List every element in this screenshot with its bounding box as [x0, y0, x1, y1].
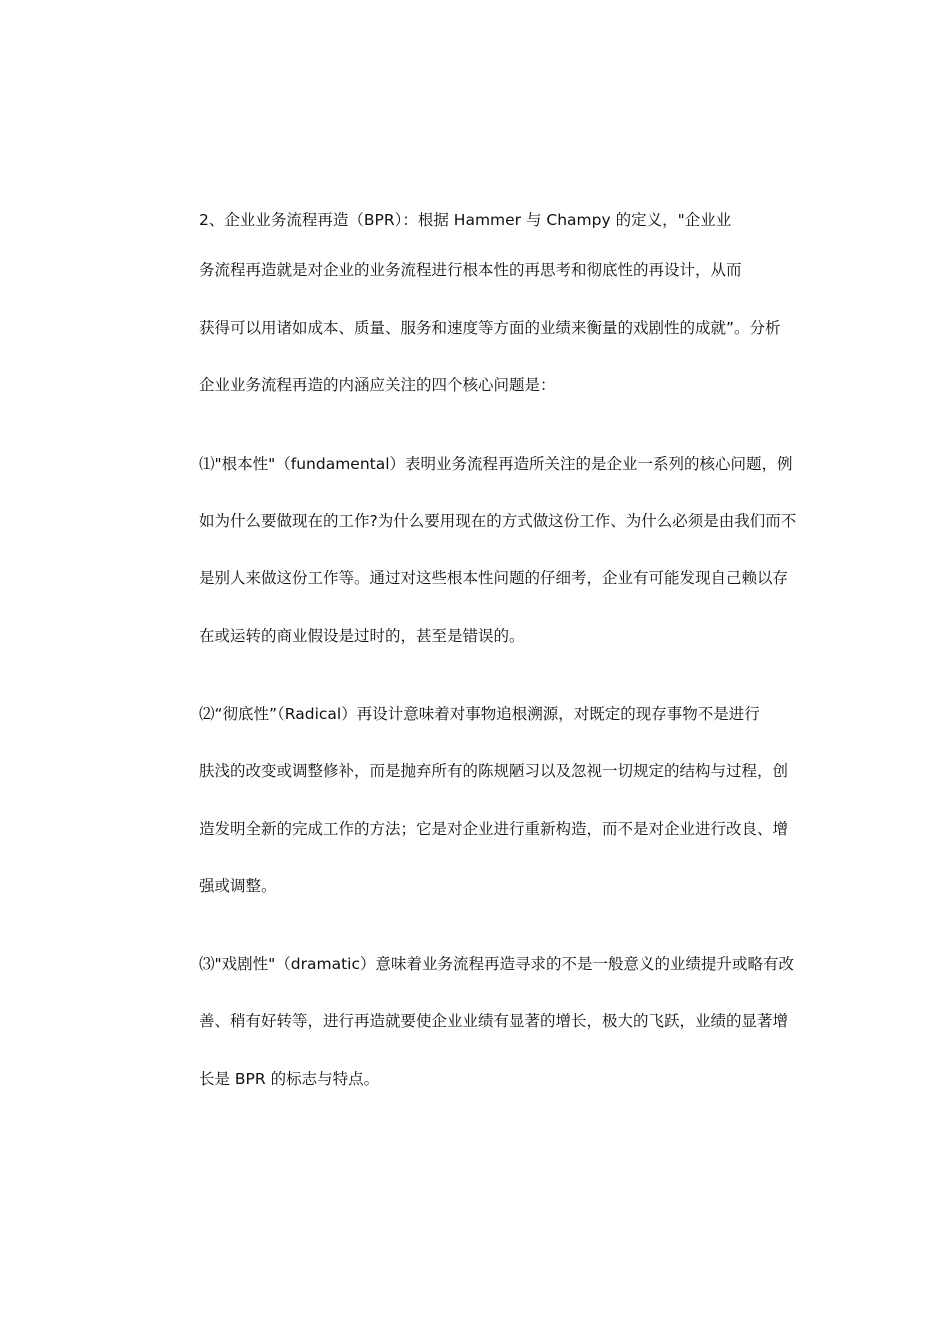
item-3-line: 长是 BPR 的标志与特点。: [199, 1070, 380, 1088]
item-1-line: 在或运转的商业假设是过时的，甚至是错误的。: [199, 627, 525, 645]
item-2-line: 肤浅的改变或调整修补，而是抛弃所有的陈规陋习以及忽视一切规定的结构与过程，创: [199, 762, 789, 780]
item-2-line: 强或调整。: [199, 877, 277, 895]
item-2-line: 造发明全新的完成工作的方法；它是对企业进行重新构造，而不是对企业进行改良、增: [199, 820, 789, 838]
item-1-line: ⑴"根本性"（fundamental）表明业务流程再造所关注的是企业一系列的核心问题，例: [199, 455, 793, 473]
paragraph-line: 务流程再造就是对企业的业务流程进行根本性的再思考和彻底性的再设计，从而: [199, 261, 742, 279]
item-1-line: 如为什么要做现在的工作?为什么要用现在的方式做这份工作、为什么必须是由我们而不: [199, 512, 797, 530]
item-2-line: ⑵“彻底性”（Radical）再设计意味着对事物追根溯源，对既定的现存事物不是进行: [199, 705, 760, 723]
section-heading-line: 2、企业业务流程再造（BPR）：根据 Hammer 与 Champy 的定义，"企业业: [199, 211, 732, 229]
paragraph-line: 获得可以用诸如成本、质量、服务和速度等方面的业绩来衡量的戏剧性的成就”。分析: [199, 319, 781, 337]
item-3-line: 善、稍有好转等，进行再造就要使企业业绩有显著的增长，极大的飞跃，业绩的显著增: [199, 1012, 789, 1030]
paragraph-line: 企业业务流程再造的内涵应关注的四个核心问题是：: [199, 376, 556, 394]
item-1-line: 是别人来做这份工作等。通过对这些根本性问题的仔细考，企业有可能发现自己赖以存: [199, 569, 789, 587]
item-3-line: ⑶"戏剧性"（dramatic）意味着业务流程再造寻求的不是一般意义的业绩提升或略有改: [199, 955, 794, 973]
